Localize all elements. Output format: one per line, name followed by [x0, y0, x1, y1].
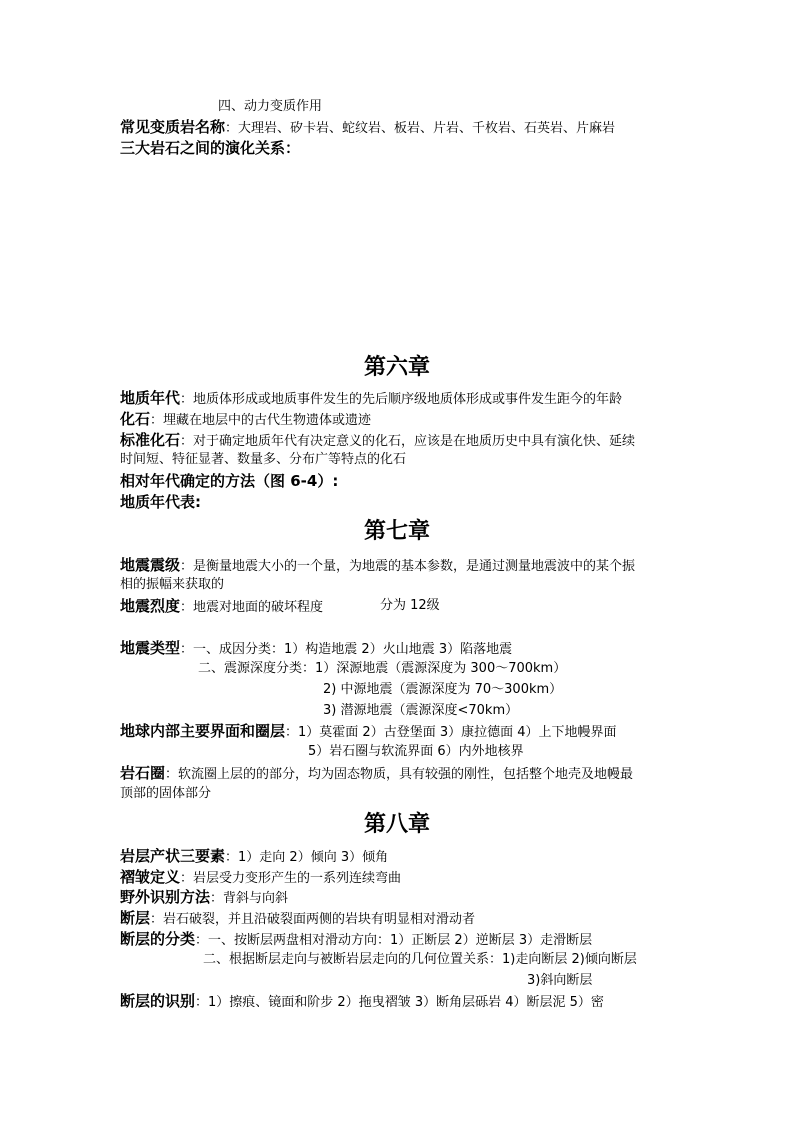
intensity-scale: 分为 12级	[380, 598, 440, 613]
fault-text: ：岩石破裂，并且沿破裂面两侧的岩块有明显相对滑动者	[150, 912, 476, 927]
index-fossil-line	[120, 430, 635, 452]
earth-interfaces-text: ：1）莫霍面 2）古登堡面 3）康拉德面 4）上下地幔界面	[285, 725, 617, 740]
metamorphic-rocks-text: ：大理岩、矽卡岩、蛇纹岩、板岩、片岩、千枚岩、石英岩、片麻岩	[225, 121, 616, 136]
field-id-text: ：背斜与向斜	[210, 891, 289, 906]
magnitude-text: ：是衡量地震大小的一个量，为地震的基本参数，是通过测量地震波中的某个振	[180, 559, 636, 574]
attitude-text: ：1）走向 2）倾向 3）倾角	[225, 850, 389, 865]
lithosphere-text: ：软流圈上层的的部分，均为固态物质，具有较强的刚性，包括整个地壳及地幔最	[165, 767, 634, 782]
quake-types-intermediate: 2) 中源地震（震源深度为 70～300km）	[323, 682, 563, 697]
fault-ident-line	[120, 991, 604, 1013]
fault-class-line	[120, 929, 592, 951]
index-fossil-text: ：对于确定地质年代有决定意义的化石，应该是在地质历史中具有演化快、延续	[180, 434, 636, 449]
intensity-label: 地震烈度	[120, 597, 181, 615]
fold-line	[120, 867, 401, 889]
magnitude-label: 地震震级	[120, 556, 181, 574]
earth-interfaces-text-cont: 5）岩石圈与软流界面 6）内外地核界	[308, 744, 524, 759]
fault-label: 断层	[120, 909, 151, 927]
fossil-label: 化石	[120, 410, 151, 428]
magnitude-text-cont: 相的振幅来获取的	[120, 577, 225, 592]
lithosphere-text-cont: 顶部的固体部分	[120, 786, 212, 801]
field-id-line	[120, 887, 288, 909]
fold-label: 褶皱定义	[120, 868, 181, 886]
fossil-text: ：埋藏在地层中的古代生物遗体或遗迹	[150, 413, 372, 428]
field-id-label: 野外识别方法	[120, 888, 211, 906]
rock-evolution-line	[120, 138, 300, 160]
earth-interfaces-label: 地球内部主要界面和圈层	[120, 722, 286, 740]
relative-dating-line	[120, 471, 338, 493]
relative-dating-label: 相对年代确定的方法（图 6-4）:	[120, 472, 339, 490]
geologic-table-line	[120, 492, 201, 514]
intensity-text: ：地震对地面的破坏程度	[180, 600, 324, 615]
metamorphism-item-4: 四、动力变质作用	[218, 99, 323, 114]
quake-types-line	[120, 638, 512, 660]
fault-class-label: 断层的分类	[120, 930, 196, 948]
geologic-age-text: ：地质体形成或地质事件发生的先后顺序级地质体形成或事件发生距今的年龄	[180, 392, 623, 407]
quake-types-depth: 二、震源深度分类：1）深源地震（震源深度为 300～700km）	[198, 661, 567, 676]
metamorphic-rocks-line	[120, 117, 615, 139]
metamorphic-rocks-label: 常见变质岩名称	[120, 118, 226, 136]
earth-interfaces-line	[120, 721, 617, 743]
attitude-line	[120, 846, 388, 868]
index-fossil-text-cont: 时间短、特征显著、数量多、分布广等特点的化石	[120, 452, 407, 467]
lithosphere-line	[120, 763, 633, 785]
chapter-6-title: 第六章	[363, 354, 430, 380]
fault-class-oblique: 3)斜向断层	[527, 973, 593, 988]
attitude-label: 岩层产状三要素	[120, 847, 226, 865]
chapter-8-title: 第八章	[363, 811, 430, 837]
geologic-age-label: 地质年代	[120, 389, 181, 407]
quake-types-shallow: 3) 潜源地震（震源深度<70km）	[323, 703, 519, 718]
lithosphere-label: 岩石圈	[120, 764, 166, 782]
fault-class-geometry: 二、根据断层走向与被断岩层走向的几何位置关系：1)走向断层 2)倾向断层	[203, 952, 637, 967]
fault-ident-text: ：1）擦痕、镜面和阶步 2）拖曳褶皱 3）断角层砾岩 4）断层泥 5）密	[195, 995, 604, 1010]
quake-types-genesis: ：一、成因分类：1）构造地震 2）火山地震 3）陷落地震	[180, 642, 513, 657]
fault-line	[120, 908, 475, 930]
fold-text: ：岩层受力变形产生的一系列连续弯曲	[180, 871, 402, 886]
rock-evolution-label: 三大岩石之间的演化关系：	[120, 139, 301, 157]
intensity-line	[120, 596, 323, 618]
geologic-age-line	[120, 388, 622, 410]
magnitude-line	[120, 555, 635, 577]
chapter-7-title: 第七章	[363, 518, 430, 544]
fossil-line	[120, 409, 371, 431]
geologic-table-label: 地质年代表:	[120, 493, 201, 511]
fault-class-slip: ：一、按断层两盘相对滑动方向：1）正断层 2）逆断层 3）走滑断层	[195, 933, 593, 948]
index-fossil-label: 标准化石	[120, 431, 181, 449]
fault-ident-label: 断层的识别	[120, 992, 196, 1010]
quake-types-label: 地震类型	[120, 639, 181, 657]
